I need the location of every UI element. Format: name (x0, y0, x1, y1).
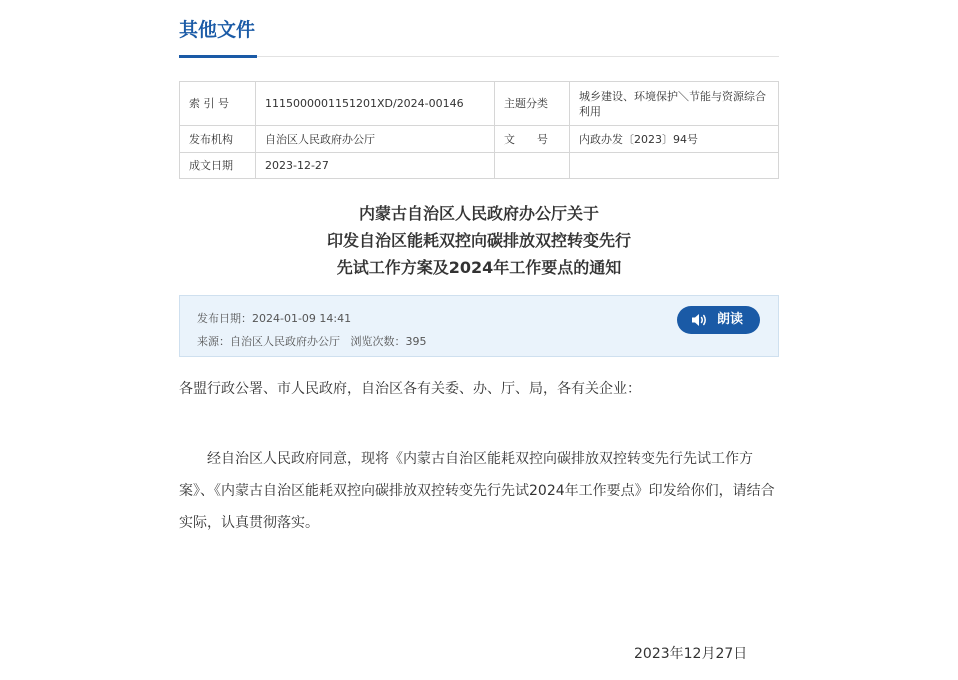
speaker-icon (691, 313, 709, 327)
section-header (179, 14, 779, 57)
topic-label: 主题分类 (495, 82, 570, 126)
read-button-label: 朗读 (717, 312, 744, 327)
title-line-3: 先试工作方案及2024年工作要点的通知 (336, 258, 622, 277)
title-line-1: 内蒙古自治区人民政府办公厅关于 (358, 204, 599, 223)
empty-label (495, 153, 570, 179)
topic-value: 城乡建设、环境保护＼节能与资源综合利用 (570, 82, 779, 126)
date-label: 成文日期 (180, 153, 256, 179)
table-row (180, 126, 779, 153)
docno-value: 内政办发〔2023〕94号 (570, 126, 779, 153)
table-row (180, 82, 779, 126)
salutation: 各盟行政公署、市人民政府，自治区各有关委、办、厅、局，各有关企业： (179, 381, 641, 397)
docno-label: 文 号 (495, 126, 570, 153)
info-box (179, 295, 779, 357)
section-title: 其他文件 (179, 14, 257, 58)
index-value: 1115000001151201XD/2024-00146 (256, 82, 495, 126)
title-line-2: 印发自治区能耗双控向碳排放双控转变先行 (326, 231, 631, 250)
read-aloud-button[interactable] (677, 306, 760, 334)
source-line (197, 333, 427, 349)
table-row (180, 153, 779, 179)
body-paragraph: 经自治区人民政府同意，现将《内蒙古自治区能耗双控向碳排放双控转变先行先试工作方案》、《内蒙古自治区能耗双控向碳排放双控转变先行先试2024年工作要点》印发给你们，请结合实际，认真贯彻落实。 (179, 451, 775, 531)
publisher-label: 发布机构 (180, 126, 256, 153)
empty-value (570, 153, 779, 179)
source: 来源：自治区人民政府办公厅 (197, 335, 340, 348)
document-title (179, 200, 779, 281)
publish-date: 发布日期：2024-01-09 14:41 (197, 312, 352, 325)
publisher-value: 自治区人民政府办公厅 (256, 126, 495, 153)
index-label: 索 引 号 (180, 82, 256, 126)
view-count: 浏览次数：395 (350, 335, 427, 348)
date-value: 2023-12-27 (256, 153, 495, 179)
metadata-table (179, 81, 779, 179)
sign-date: 2023年12月27日 (634, 646, 748, 662)
